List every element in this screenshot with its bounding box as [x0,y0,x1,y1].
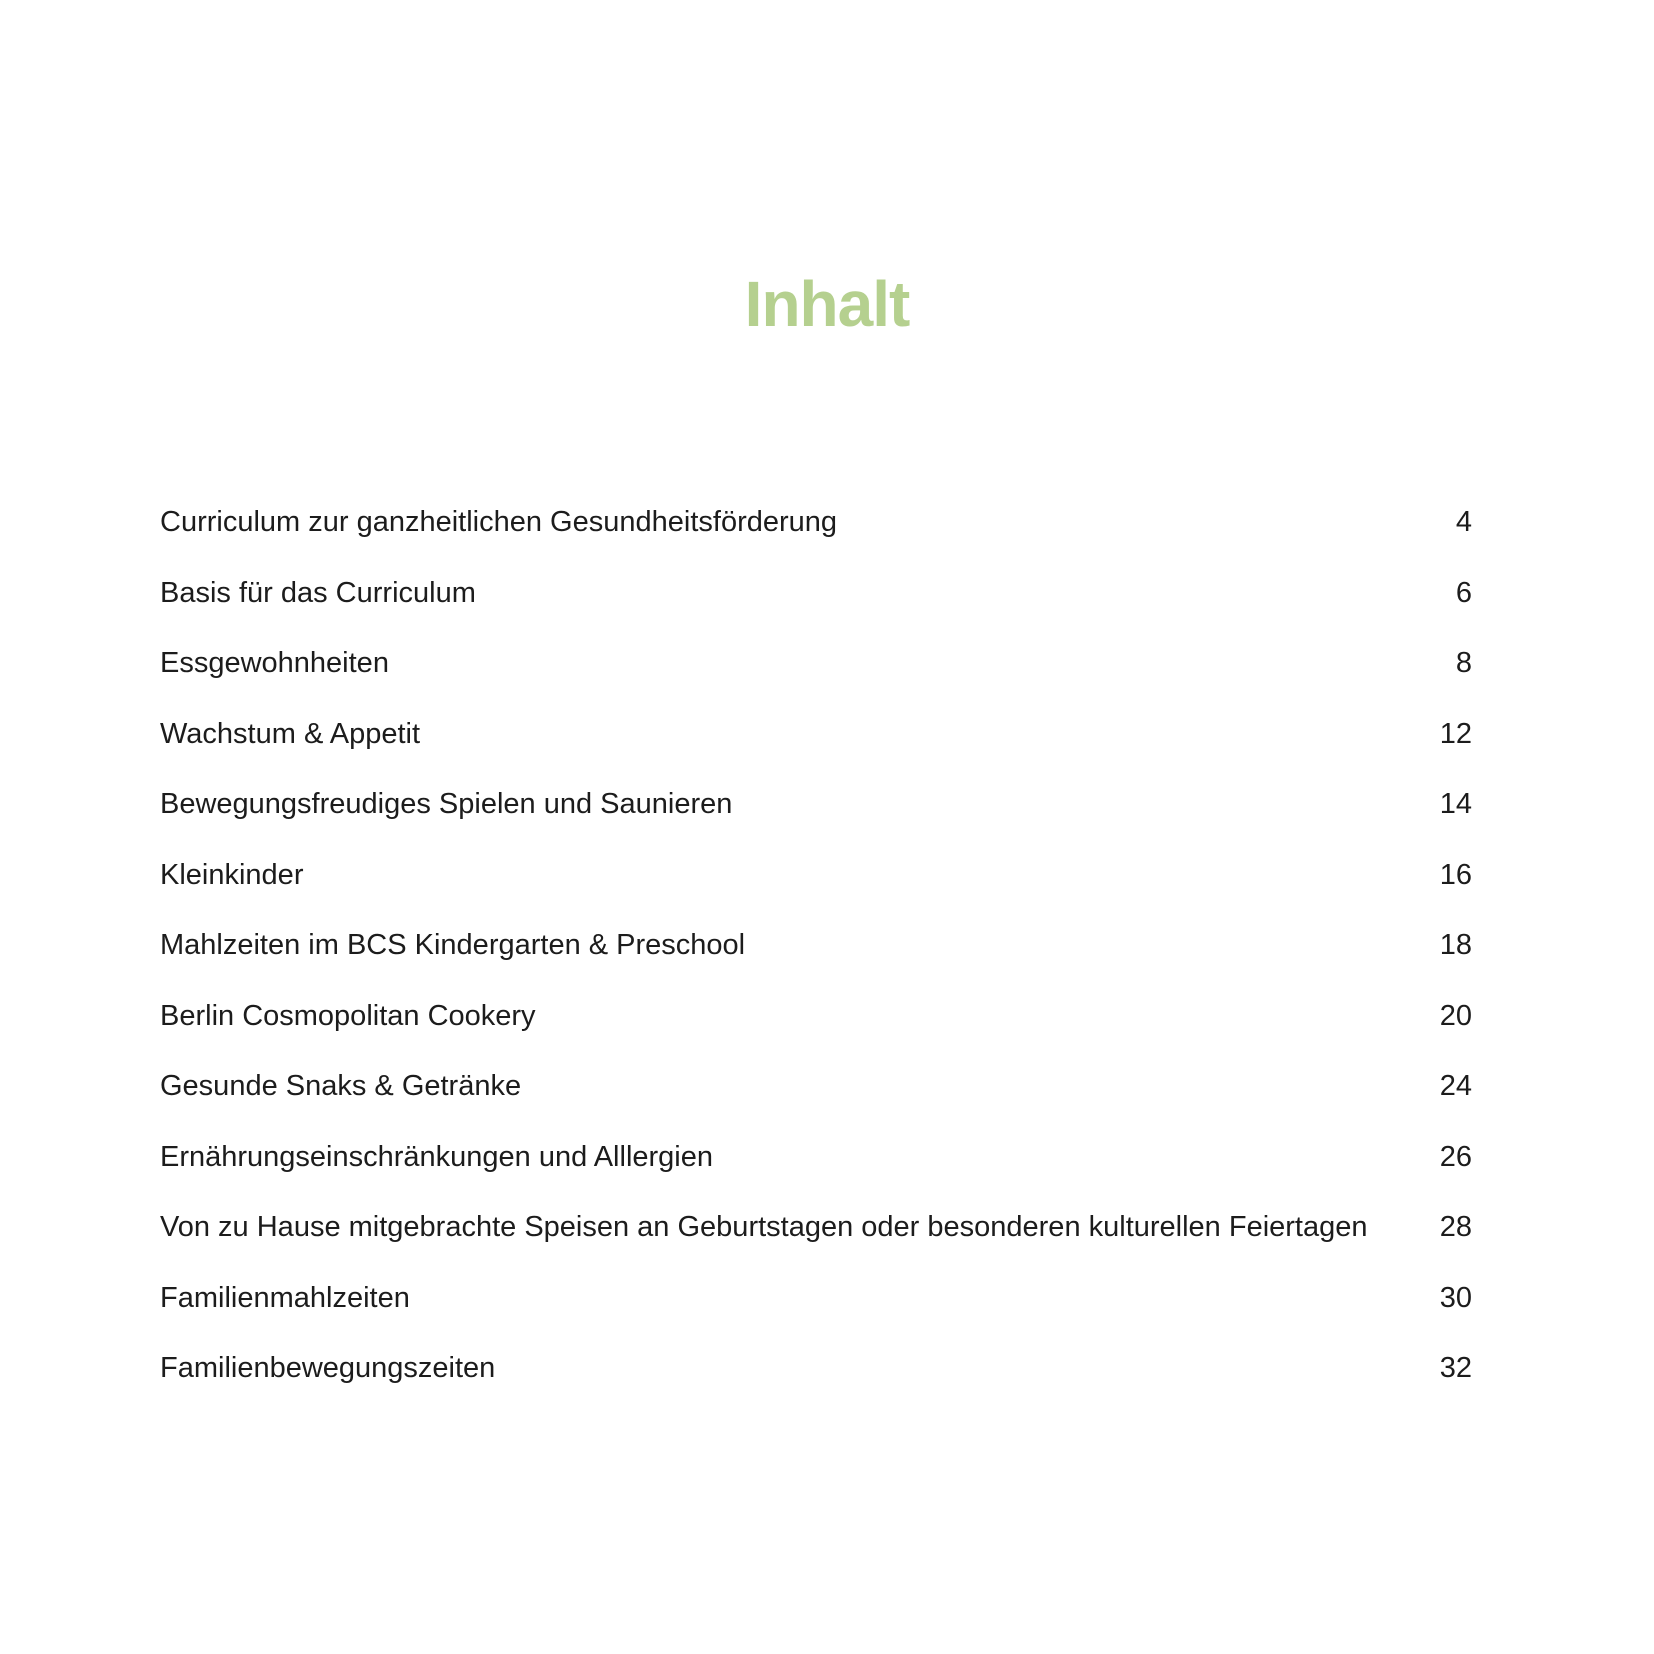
toc-entry [160,840,1472,911]
toc-entry-label: Bewegungsfreudiges Spielen und Saunieren [160,788,733,821]
toc-entry-label: Familienmahlzeiten [160,1281,410,1314]
toc-entry [160,1192,1472,1263]
toc-entry-page-number: 30 [1439,1281,1472,1314]
toc-entry-page-number: 28 [1439,1211,1472,1244]
toc-entry-page-number: 16 [1439,858,1472,891]
toc-entry-page-number: 12 [1439,717,1472,750]
toc-entry-label: Ernährungseinschränkungen und Alllergien [160,1140,713,1173]
toc-entry-page-number: 6 [1455,576,1472,609]
toc-entry-label: Mahlzeiten im BCS Kindergarten & Preschool [160,929,746,962]
toc-entry [160,981,1472,1052]
toc-entry-page-number: 14 [1439,788,1472,821]
toc-entry-label: Familienbewegungszeiten [160,1352,496,1385]
toc-entry-page-number: 4 [1455,506,1472,539]
table-of-contents [160,487,1472,1404]
toc-entry [160,628,1472,699]
toc-entry-label: Gesunde Snaks & Getränke [160,1070,522,1103]
toc-entry-label: Wachstum & Appetit [160,717,421,750]
toc-entry [160,699,1472,770]
toc-entry-page-number: 24 [1439,1070,1472,1103]
toc-entry [160,1333,1472,1404]
toc-entry [160,1263,1472,1334]
toc-entry-page-number: 8 [1455,647,1472,680]
toc-entry-page-number: 20 [1439,999,1472,1032]
toc-entry [160,910,1472,981]
toc-entry-label: Basis für das Curriculum [160,576,476,609]
toc-entry [160,769,1472,840]
toc-entry-label: Essgewohnheiten [160,647,389,680]
toc-entry-label: Curriculum zur ganzheitlichen Gesundheitsförderung [160,506,838,539]
toc-entry [160,487,1472,558]
toc-entry [160,558,1472,629]
page-title: Inhalt [744,268,910,340]
toc-entry-label: Kleinkinder [160,858,304,891]
toc-entry-page-number: 18 [1439,929,1472,962]
toc-entry [160,1051,1472,1122]
toc-entry [160,1122,1472,1193]
toc-entry-label: Berlin Cosmopolitan Cookery [160,999,536,1032]
toc-entry-page-number: 32 [1439,1352,1472,1385]
toc-entry-page-number: 26 [1439,1140,1472,1173]
toc-entry-label: Von zu Hause mitgebrachte Speisen an Geburtstagen oder besonderen kulturellen Feiertagen [160,1211,1368,1244]
